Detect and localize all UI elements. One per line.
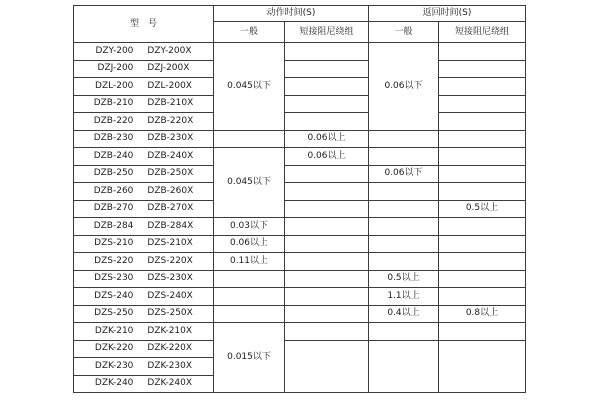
value-cell-return-general: 0.5以上 [369, 270, 439, 288]
model-label: DZY-200 [95, 45, 134, 56]
table-row [74, 130, 526, 148]
value-cell-action-damped-winding [285, 183, 369, 201]
model-pair [74, 204, 213, 213]
model-label: DZS-230X [147, 273, 193, 284]
value-cell-action-damped-winding: 0.06以上 [285, 148, 369, 166]
model-label: DZB-250 [93, 168, 134, 179]
value-cell-action-general [214, 305, 285, 323]
value-cell-action-damped-winding [285, 43, 369, 61]
value-cell-return-damped-winding [439, 113, 526, 131]
model-label: DZJ-200X [147, 63, 190, 74]
value-cell-action-damped-winding [285, 200, 369, 218]
model-label: DZK-220 [94, 343, 134, 354]
value-cell-action-general: 0.11以上 [214, 253, 285, 271]
header-action-time: 动作时间(S) [214, 6, 369, 22]
model-label: DZK-210 [94, 325, 134, 336]
model-cell [74, 375, 214, 393]
model-pair [74, 99, 213, 108]
model-pair [74, 292, 213, 301]
header-action-general: 一般 [214, 22, 285, 43]
table-header [74, 6, 526, 43]
value-cell-return-general: 0.06以下 [369, 165, 439, 183]
value-cell-return-damped-winding: 0.5以上 [439, 200, 526, 218]
model-cell [74, 78, 214, 96]
model-label: DZS-210X [147, 238, 193, 249]
model-cell [74, 235, 214, 253]
table-row [74, 148, 526, 166]
header-model: 型 号 [74, 6, 214, 43]
model-pair [74, 134, 213, 143]
value-cell-return-damped-winding [439, 288, 526, 306]
value-cell-action-damped-winding [285, 323, 369, 341]
table-row [74, 253, 526, 271]
model-cell [74, 130, 214, 148]
model-pair [74, 327, 213, 336]
model-label: DZL-200X [147, 80, 192, 91]
value-cell-return-general [369, 218, 439, 236]
model-label: DZB-284 [93, 220, 134, 231]
value-cell-return-damped-winding [439, 43, 526, 61]
table-row [74, 95, 526, 113]
table-row [74, 218, 526, 236]
value-cell-return-damped-winding [439, 78, 526, 96]
value-cell-return-damped-winding [439, 148, 526, 166]
model-label: DZB-220 [93, 115, 134, 126]
model-label: DZB-220X [147, 115, 194, 126]
value-cell-action-general [214, 288, 285, 306]
model-cell [74, 288, 214, 306]
model-pair [74, 379, 213, 388]
model-cell [74, 200, 214, 218]
relay-spec-table [73, 5, 526, 393]
value-cell-return-damped-winding [439, 340, 526, 393]
model-cell [74, 183, 214, 201]
value-cell-action-damped-winding [285, 253, 369, 271]
value-cell-return-damped-winding [439, 165, 526, 183]
value-cell-return-damped-winding [439, 183, 526, 201]
table-row [74, 78, 526, 96]
model-label: DZB-210 [93, 98, 134, 109]
model-label: DZB-260 [93, 185, 134, 196]
model-label: DZB-270 [93, 203, 134, 214]
value-cell-action-damped-winding [285, 270, 369, 288]
model-label: DZK-220X [147, 343, 193, 354]
value-cell-return-damped-winding: 0.8以上 [439, 305, 526, 323]
model-label: DZK-230 [94, 360, 134, 371]
model-label: DZB-284X [147, 220, 194, 231]
model-pair [74, 169, 213, 178]
model-cell [74, 165, 214, 183]
value-cell-return-damped-winding [439, 235, 526, 253]
table-row [74, 165, 526, 183]
table-row [74, 340, 526, 358]
value-cell-action-damped-winding [285, 60, 369, 78]
value-cell-return-general [369, 253, 439, 271]
model-pair [74, 117, 213, 126]
value-cell-action-damped-winding [285, 95, 369, 113]
model-label: DZB-240 [93, 150, 134, 161]
model-label: DZB-260X [147, 185, 194, 196]
model-label: DZS-250 [94, 308, 134, 319]
model-label: DZB-240X [147, 150, 194, 161]
value-cell-action-general: 0.06以上 [214, 235, 285, 253]
header-return-damped-winding: 短接阻尼绕组 [439, 22, 526, 43]
header-action-damped-winding: 短接阻尼绕组 [285, 22, 369, 43]
value-cell-action-general [214, 270, 285, 288]
value-cell-action-general: 0.03以下 [214, 218, 285, 236]
model-pair [74, 64, 213, 73]
model-label: DZB-210X [147, 98, 194, 109]
model-cell [74, 95, 214, 113]
model-cell [74, 323, 214, 341]
model-label: DZS-210 [94, 238, 134, 249]
value-cell-return-general: 0.06以下 [369, 43, 439, 131]
value-cell-action-damped-winding [285, 113, 369, 131]
model-label: DZL-200 [95, 80, 134, 91]
value-cell-action-damped-winding [285, 78, 369, 96]
model-pair [74, 344, 213, 353]
model-pair [74, 187, 213, 196]
value-cell-return-general [369, 148, 439, 166]
model-cell [74, 253, 214, 271]
model-pair [74, 274, 213, 283]
value-cell-action-damped-winding [285, 235, 369, 253]
value-cell-action-damped-winding [285, 165, 369, 183]
header-group-row [74, 6, 526, 22]
table-body [74, 43, 526, 393]
table-row [74, 43, 526, 61]
model-cell [74, 43, 214, 61]
value-cell-return-general: 0.4以上 [369, 305, 439, 323]
value-cell-return-damped-winding [439, 323, 526, 341]
table-row [74, 305, 526, 323]
value-cell-return-damped-winding [439, 60, 526, 78]
model-label: DZJ-200 [97, 63, 134, 74]
value-cell-return-general [369, 340, 439, 393]
model-cell [74, 218, 214, 236]
model-pair [74, 362, 213, 371]
model-label: DZK-230X [147, 360, 193, 371]
table-row [74, 60, 526, 78]
value-cell-return-damped-winding [439, 130, 526, 148]
model-label: DZS-220 [94, 255, 134, 266]
model-cell [74, 270, 214, 288]
model-cell [74, 113, 214, 131]
model-pair [74, 257, 213, 266]
value-cell-action-damped-winding: 0.06以上 [285, 130, 369, 148]
model-label: DZB-270X [147, 203, 194, 214]
value-cell-return-general: 1.1以上 [369, 288, 439, 306]
header-return-time: 返回时间(S) [369, 6, 526, 22]
table-row [74, 235, 526, 253]
model-label: DZK-240 [94, 378, 134, 389]
value-cell-return-damped-winding [439, 95, 526, 113]
model-label: DZS-240X [147, 290, 193, 301]
value-cell-return-damped-winding [439, 270, 526, 288]
table-row [74, 323, 526, 341]
model-label: DZS-220X [147, 255, 193, 266]
value-cell-action-damped-winding [285, 305, 369, 323]
model-label: DZY-200X [147, 45, 192, 56]
model-label: DZS-240 [94, 290, 134, 301]
table-row [74, 200, 526, 218]
model-pair [74, 239, 213, 248]
model-cell [74, 60, 214, 78]
model-cell [74, 148, 214, 166]
value-cell-action-damped-winding [285, 288, 369, 306]
model-cell [74, 305, 214, 323]
table-row [74, 270, 526, 288]
value-cell-return-general [369, 323, 439, 341]
model-label: DZS-230 [94, 273, 134, 284]
model-pair [74, 309, 213, 318]
value-cell-action-general: 0.045以下 [214, 43, 285, 131]
model-label: DZB-250X [147, 168, 194, 179]
value-cell-action-general: 0.045以下 [214, 148, 285, 218]
model-cell [74, 358, 214, 376]
model-label: DZS-250X [147, 308, 193, 319]
value-cell-return-general [369, 200, 439, 218]
table-row [74, 288, 526, 306]
model-pair [74, 152, 213, 161]
model-label: DZK-210X [147, 325, 193, 336]
value-cell-action-damped-winding [285, 218, 369, 236]
value-cell-return-general [369, 235, 439, 253]
model-pair [74, 82, 213, 91]
model-cell [74, 340, 214, 358]
value-cell-action-general: 0.015以下 [214, 323, 285, 393]
value-cell-return-general [369, 130, 439, 148]
value-cell-return-general [369, 183, 439, 201]
value-cell-action-damped-winding [285, 340, 369, 393]
value-cell-return-damped-winding [439, 218, 526, 236]
table-row [74, 183, 526, 201]
value-cell-action-general [214, 130, 285, 148]
model-pair [74, 47, 213, 56]
table-row [74, 113, 526, 131]
model-pair [74, 222, 213, 231]
model-label: DZK-240X [147, 378, 193, 389]
value-cell-return-damped-winding [439, 253, 526, 271]
header-return-general: 一般 [369, 22, 439, 43]
model-label: DZB-230 [93, 133, 134, 144]
model-label: DZB-230X [147, 133, 194, 144]
